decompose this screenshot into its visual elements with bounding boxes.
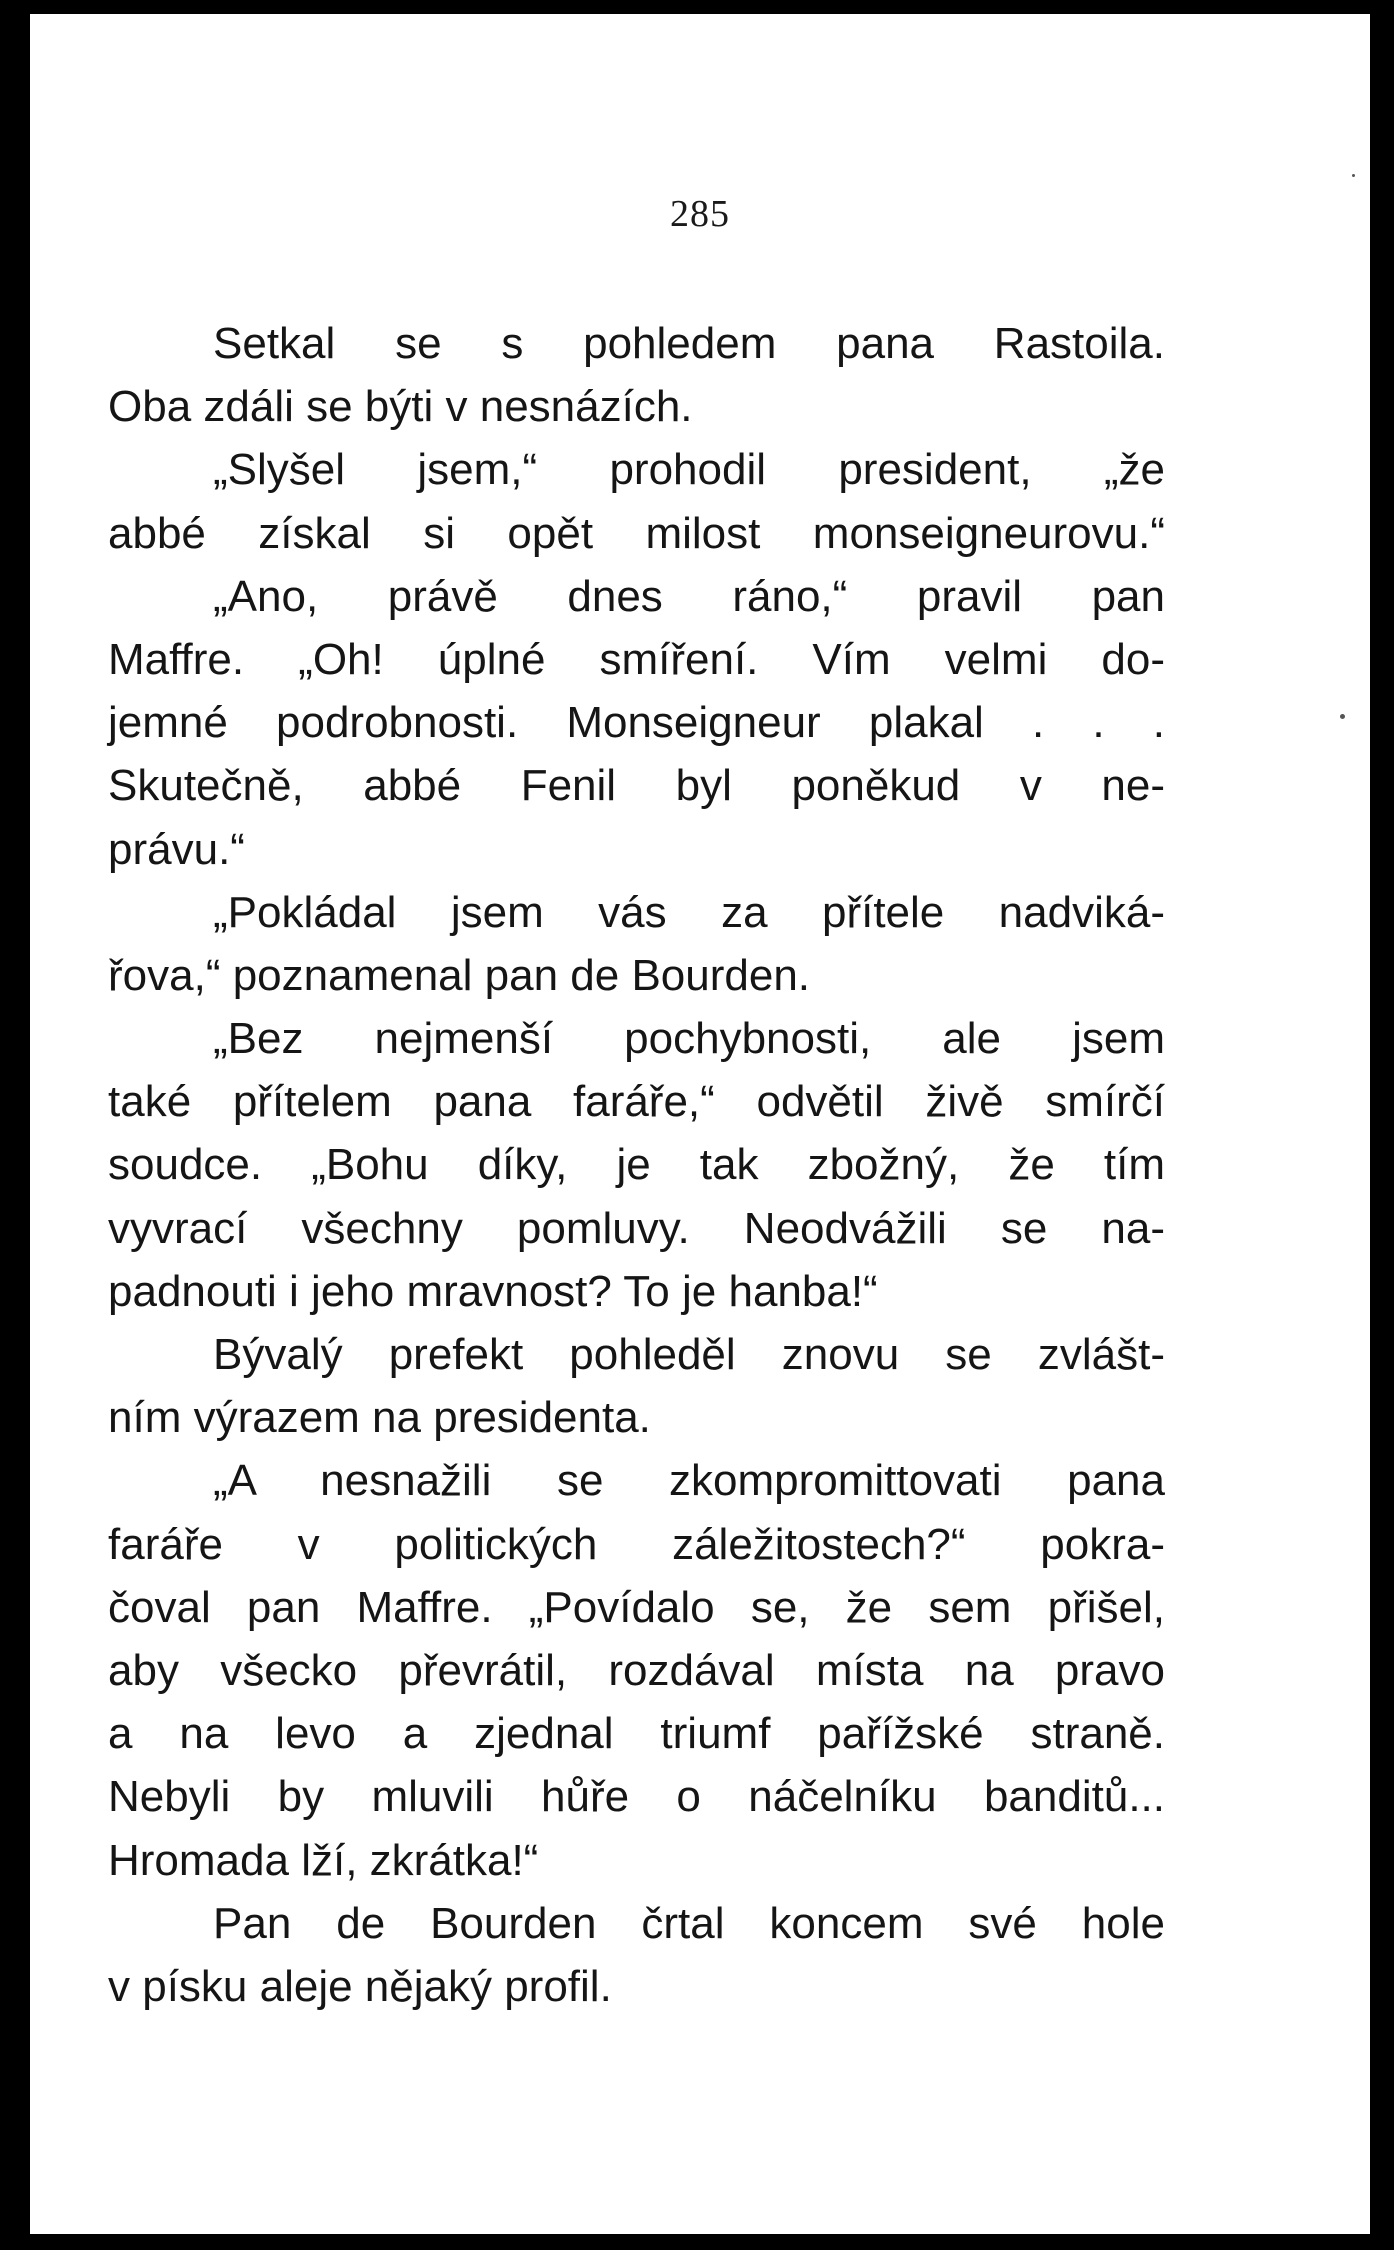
text-line: abbé získal si opět milost monseigneurovu.“ — [108, 508, 1165, 558]
text-line: jemné podrobnosti. Monseigneur plakal . . . — [108, 698, 1165, 748]
text-line: „Slyšel jsem,“ prohodil president, „že — [213, 445, 1165, 495]
scan-speck — [1340, 714, 1345, 719]
text-line: Pan de Bourden črtal koncem své hole — [213, 1898, 1165, 1948]
text-line: ním výrazem na presidenta. — [108, 1393, 651, 1443]
text-line: Bývalý prefekt pohleděl znovu se zvlášt- — [213, 1330, 1165, 1379]
text-line: Skutečně, abbé Fenil byl poněkud v ne- — [108, 761, 1165, 811]
text-line: také přítelem pana faráře,“ odvětil živě smírčí — [108, 1077, 1165, 1127]
text-line: Oba zdáli se býti v nesnázích. — [108, 382, 693, 432]
text-line: „Ano, právě dnes ráno,“ pravil pan — [213, 571, 1165, 621]
text-line: Hromada lží, zkrátka!“ — [108, 1835, 539, 1885]
text-line: aby všecko převrátil, rozdával místa na pravo — [108, 1645, 1165, 1695]
text-line: Nebyli by mluvili hůře o náčelníku banditů... — [108, 1772, 1165, 1822]
scan-speck — [1352, 174, 1355, 177]
text-line: padnouti i jeho mravnost? To je hanba!“ — [108, 1266, 878, 1316]
text-line: čoval pan Maffre. „Povídalo se, že sem přišel, — [108, 1582, 1165, 1632]
page-number: 285 — [670, 193, 730, 235]
text-line: soudce. „Bohu díky, je tak zbožný, že tím — [108, 1140, 1165, 1190]
body-text — [108, 312, 1165, 2018]
text-line: Setkal se s pohledem pana Rastoila. — [213, 319, 1165, 368]
text-line: a na levo a zjednal triumf pařížské straně. — [108, 1709, 1165, 1759]
text-line: vyvrací všechny pomluvy. Neodvážili se na- — [108, 1203, 1165, 1253]
book-page — [30, 14, 1370, 2234]
text-line: „A nesnažili se zkompromittovati pana — [213, 1456, 1165, 1506]
text-line: Maffre. „Oh! úplné smíření. Vím velmi do- — [108, 634, 1165, 684]
text-line: v písku aleje nějaký profil. — [108, 1961, 612, 2011]
text-line: „Pokládal jsem vás za přítele nadviká- — [213, 887, 1165, 937]
text-line: řova,“ poznamenal pan de Bourden. — [108, 950, 811, 1000]
text-line: faráře v politických záležitostech?“ pokra- — [108, 1519, 1165, 1569]
text-line: právu.“ — [108, 824, 245, 874]
text-line: „Bez nejmenší pochybnosti, ale jsem — [213, 1014, 1165, 1064]
